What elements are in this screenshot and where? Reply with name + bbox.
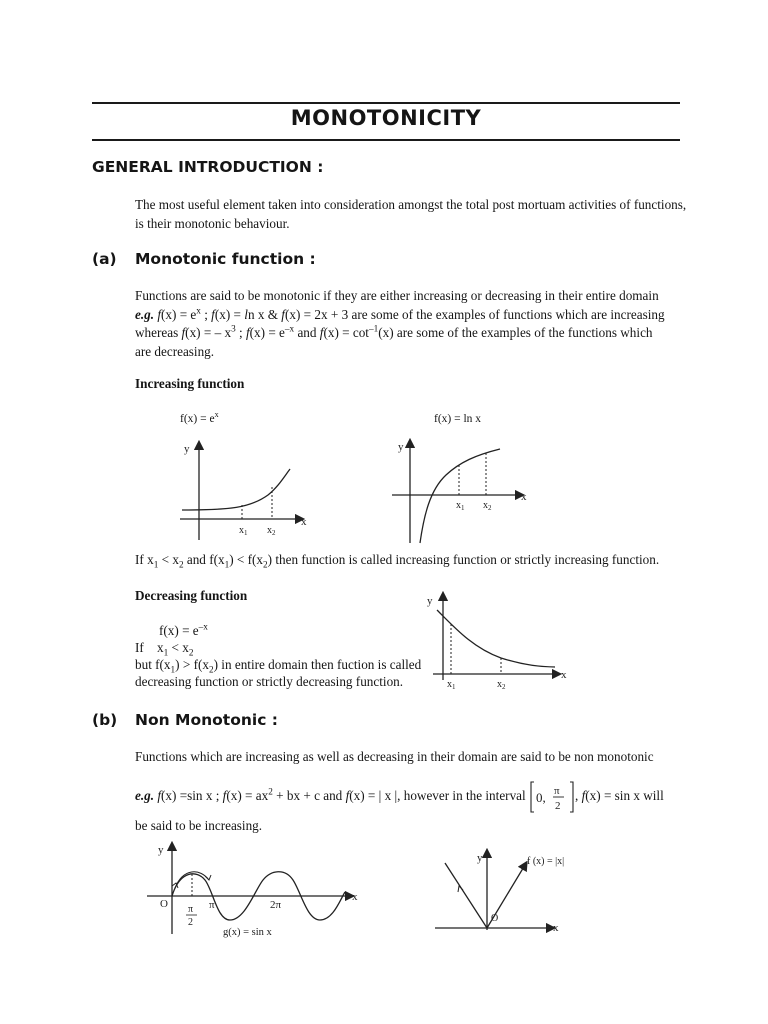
section-a-line-1: Functions are said to be monotonic if they are either increasing or decreasing in their entire domain: [135, 288, 659, 303]
graph-exp-label: $f(x) = e^x$: [180, 410, 219, 425]
graph-ln-x1-label: $x_1$: [456, 500, 465, 512]
graph-sin-two-pi-label: 2π: [270, 899, 282, 911]
increasing-function-heading: Increasing function: [135, 376, 245, 391]
eg-label: e.g.: [135, 306, 155, 322]
intro-line-1: The most useful element taken into consideration amongst the total post mortuam activities of functions,: [135, 197, 687, 212]
graph-dec-x1-label: $x_1$: [447, 679, 456, 691]
section-a-heading: Monotonic function :: [135, 250, 316, 268]
graph-ln-label: f(x) = ln x: [434, 413, 482, 425]
svg-text:2: 2: [554, 800, 561, 812]
graph-exp-increasing: [170, 435, 320, 545]
graph-ln-y-label: y: [398, 441, 404, 453]
graph-dec-x2-label: $x_2$: [497, 679, 506, 691]
svg-text:0,: 0,: [535, 790, 546, 805]
title-rule-top: [92, 102, 680, 104]
section-a-line-2-rest: are some of the examples of functions which are increasing: [351, 306, 665, 322]
graph-sin-origin-label: O: [160, 898, 168, 910]
dec-if-text: If: [135, 640, 144, 655]
graph-ln-x2-label: $x_2$: [483, 500, 492, 512]
section-a-line-3: whereas f(x) = – $x^3$ ; $f(x) = e^{-x}$ and $f(x) = \cot^{-1}(x)$ are some of the examples of the functions which: [135, 323, 653, 340]
graph-exp-x1-label: $x_1$: [239, 525, 248, 537]
section-a-line-3-rest: are some of the examples of the functions which: [396, 325, 653, 340]
intro-line-2: is their monotonic behaviour.: [135, 215, 290, 231]
graph-exp-label-text: f(x) = e: [180, 413, 215, 425]
graph-sin-pi-label: π: [209, 899, 215, 911]
graph-sin: [145, 840, 370, 940]
section-b-line-3: be said to be increasing.: [135, 818, 263, 833]
section-a-marker: (a): [92, 250, 117, 268]
dec-but-line: but $f(x_1) > f(x_2)$ in entire domain then fuction is called: [135, 657, 422, 675]
dec-func-text: f(x) = e: [159, 623, 199, 638]
increasing-condition-tail: then function is called increasing function or strictly increasing function.: [275, 552, 660, 567]
graph-sin-half-pi-num: π: [188, 904, 194, 915]
section-a-line-2: e.g. $f(x) = e^x$ ; f(x) = ln x & f(x) = 2x + 3 are some of the examples of functions which are increasing: [135, 305, 665, 322]
whereas-text: whereas: [135, 325, 179, 340]
interval-text: , however in the interval: [397, 788, 526, 804]
general-intro-heading: GENERAL INTRODUCTION :: [92, 158, 324, 176]
decreasing-description: [135, 622, 435, 690]
dec-if-line: If $x_1 < x_2$: [135, 640, 194, 658]
section-b-line-1: Functions which are increasing as well as decreasing in their domain are said to be non monotonic: [135, 749, 654, 764]
graph-abs-x-label: x: [553, 922, 559, 934]
graph-exp-x-label: x: [301, 516, 307, 528]
section-a-line-4: are decreasing.: [135, 343, 215, 359]
graph-abs-func-label: f (x) = |x|: [527, 856, 565, 867]
title-rule-bottom: [92, 139, 680, 141]
graph-dec-x-label: x: [561, 669, 567, 681]
section-b-marker: (b): [92, 711, 118, 729]
graph-sin-half-pi-den: 2: [188, 917, 193, 928]
increasing-condition: If $x_1 < x_2$ and $f(x_1) < f(x_2)$ then function is called increasing function or strictly increasing function.: [135, 552, 660, 570]
page-title: MONOTONICITY: [290, 106, 482, 130]
section-a-paragraph: [135, 287, 695, 361]
dec-func-line: $f(x) = e^{-x}$: [159, 621, 208, 638]
interval-bracket: [529, 780, 575, 814]
decreasing-function-heading: Decreasing function: [135, 588, 248, 603]
interval-tail: = sin x will: [603, 788, 664, 804]
section-b-line-2: e.g. f(x) =sin x ; $f(x) = ax^2$ + bx + c and f(x) = | x |, however in the interval 0, π 2 , f(x) = sin x will: [135, 780, 715, 814]
graph-sin-func-label: g(x) = sin x: [223, 927, 272, 938]
section-b-heading: Non Monotonic :: [135, 711, 278, 729]
section-b-eg-label: e.g.: [135, 788, 155, 804]
graph-sin-y-label: y: [158, 844, 164, 856]
graph-ln-x-label: x: [521, 491, 527, 503]
dec-line-4: decreasing function or strictly decreasing function.: [135, 674, 404, 689]
dec-cond-tail: in entire domain then fuction is called: [221, 657, 422, 672]
graph-abs-y-label: y: [477, 852, 483, 864]
general-intro-paragraph: [135, 196, 695, 233]
graph-abs: [425, 845, 585, 940]
svg-text:π: π: [553, 785, 560, 797]
graph-exp-decreasing: [425, 590, 585, 700]
graph-dec-y-label: y: [427, 595, 433, 607]
graph-exp-x2-label: $x_2$: [267, 525, 276, 537]
graph-exp-y-label: y: [184, 443, 190, 455]
graph-abs-origin-label: O: [491, 913, 499, 924]
graph-ln-increasing: [390, 435, 540, 545]
graph-sin-x-label: x: [352, 891, 358, 903]
